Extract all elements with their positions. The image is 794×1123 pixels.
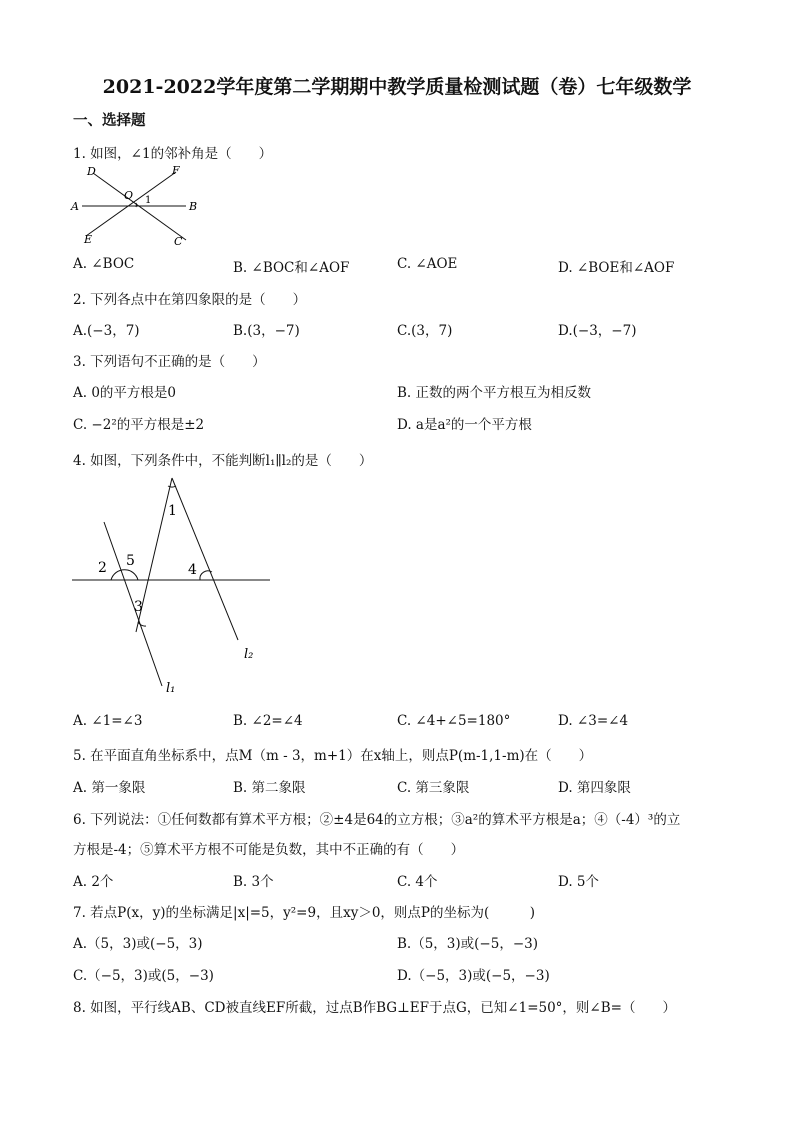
fig1-label-e: E bbox=[84, 233, 93, 246]
question-1-option-a: A. ∠BOC bbox=[73, 256, 135, 272]
question-1-figure bbox=[66, 160, 206, 252]
question-8-stem: 8. 如图，平行线AB、CD被直线EF所截，过点B作BG⊥EF于点G，已知∠1=50°，则∠B=（ ） bbox=[73, 1000, 676, 1016]
question-5-stem: 5. 在平面直角坐标系中，点M（m - 3，m+1）在x轴上，则点P(m-1,1-m)在（ ） bbox=[73, 748, 593, 764]
page-title: 2021-2022学年度第二学期期中教学质量检测试题（卷）七年级数学 bbox=[102, 76, 692, 98]
question-2-stem: 2. 下列各点中在第四象限的是（ ） bbox=[73, 292, 307, 308]
question-3-option-b: B. 正数的两个平方根互为相反数 bbox=[397, 385, 592, 401]
question-3-stem: 3. 下列语句不正确的是（ ） bbox=[73, 354, 266, 370]
fig1-label-a: A bbox=[71, 200, 79, 213]
question-2-option-b: B.(3，−7) bbox=[233, 323, 300, 339]
question-6-stem: 6. 下列说法：①任何数都有算术平方根；②±4是64的立方根；③a²的算术平方根是a；④（-4）³的立 bbox=[73, 812, 681, 828]
question-6-stem-continued: 方根是-4；⑤算术平方根不可能是负数，其中不正确的有（ ） bbox=[73, 842, 465, 858]
question-3-option-c: C. −2²的平方根是±2 bbox=[73, 417, 205, 433]
fig1-label-o: O bbox=[124, 189, 134, 202]
fig4-label-3: 3 bbox=[134, 599, 143, 615]
question-7-option-d: D.（−5，3)或(−5，−3) bbox=[397, 968, 550, 984]
question-4-option-d: D. ∠3=∠4 bbox=[558, 713, 629, 729]
fig1-label-1: 1 bbox=[145, 195, 152, 206]
question-7-option-c: C.（−5，3)或(5，−3) bbox=[73, 968, 214, 984]
fig4-label-l2: l₂ bbox=[244, 647, 254, 662]
question-2-option-a: A.(−3，7) bbox=[73, 323, 140, 339]
question-4-figure bbox=[66, 472, 276, 700]
question-3-option-a: A. 0的平方根是0 bbox=[73, 385, 177, 401]
fig1-label-b: B bbox=[189, 200, 198, 213]
question-3-option-d: D. a是a²的一个平方根 bbox=[397, 417, 532, 433]
question-6-option-d: D. 5个 bbox=[558, 874, 600, 890]
question-1-option-b: B. ∠BOC和∠AOF bbox=[233, 260, 350, 276]
question-4-option-b: B. ∠2=∠4 bbox=[233, 713, 303, 729]
question-5-option-c: C. 第三象限 bbox=[397, 780, 470, 796]
fig4-label-2: 2 bbox=[98, 560, 107, 576]
question-6-option-b: B. 3个 bbox=[233, 874, 274, 890]
question-4-option-c: C. ∠4+∠5=180° bbox=[397, 713, 511, 729]
question-6-option-a: A. 2个 bbox=[73, 874, 114, 890]
question-5-option-d: D. 第四象限 bbox=[558, 780, 631, 796]
question-4-stem: 4. 如图，下列条件中，不能判断l₁∥l₂的是（ ） bbox=[73, 453, 373, 469]
question-1-stem: 1. 如图，∠1的邻补角是（ ） bbox=[73, 146, 273, 162]
question-7-option-a: A.（5，3)或(−5，3) bbox=[73, 936, 203, 952]
section-heading: 一、选择题 bbox=[73, 112, 146, 129]
question-1-option-c: C. ∠AOE bbox=[397, 256, 458, 272]
fig4-label-l1: l₁ bbox=[166, 681, 176, 696]
question-7-option-b: B.（5，3)或(−5，−3) bbox=[397, 936, 538, 952]
fig1-label-d: D bbox=[87, 165, 96, 178]
question-6-option-c: C. 4个 bbox=[397, 874, 438, 890]
fig1-label-c: C bbox=[174, 235, 183, 248]
fig4-label-4: 4 bbox=[188, 562, 197, 578]
question-2-option-c: C.(3，7) bbox=[397, 323, 453, 339]
question-5-option-a: A. 第一象限 bbox=[73, 780, 146, 796]
question-2-option-d: D.(−3，−7) bbox=[558, 323, 637, 339]
fig4-label-5: 5 bbox=[126, 553, 135, 569]
question-5-option-b: B. 第二象限 bbox=[233, 780, 306, 796]
question-1-option-d: D. ∠BOE和∠AOF bbox=[558, 260, 675, 276]
fig1-label-f: F bbox=[172, 164, 180, 177]
fig4-label-1: 1 bbox=[168, 503, 177, 519]
question-4-option-a: A. ∠1=∠3 bbox=[73, 713, 143, 729]
question-7-stem: 7. 若点P(x，y)的坐标满足|x|=5，y²=9，且xy＞0，则点P的坐标为( ) bbox=[73, 905, 536, 921]
